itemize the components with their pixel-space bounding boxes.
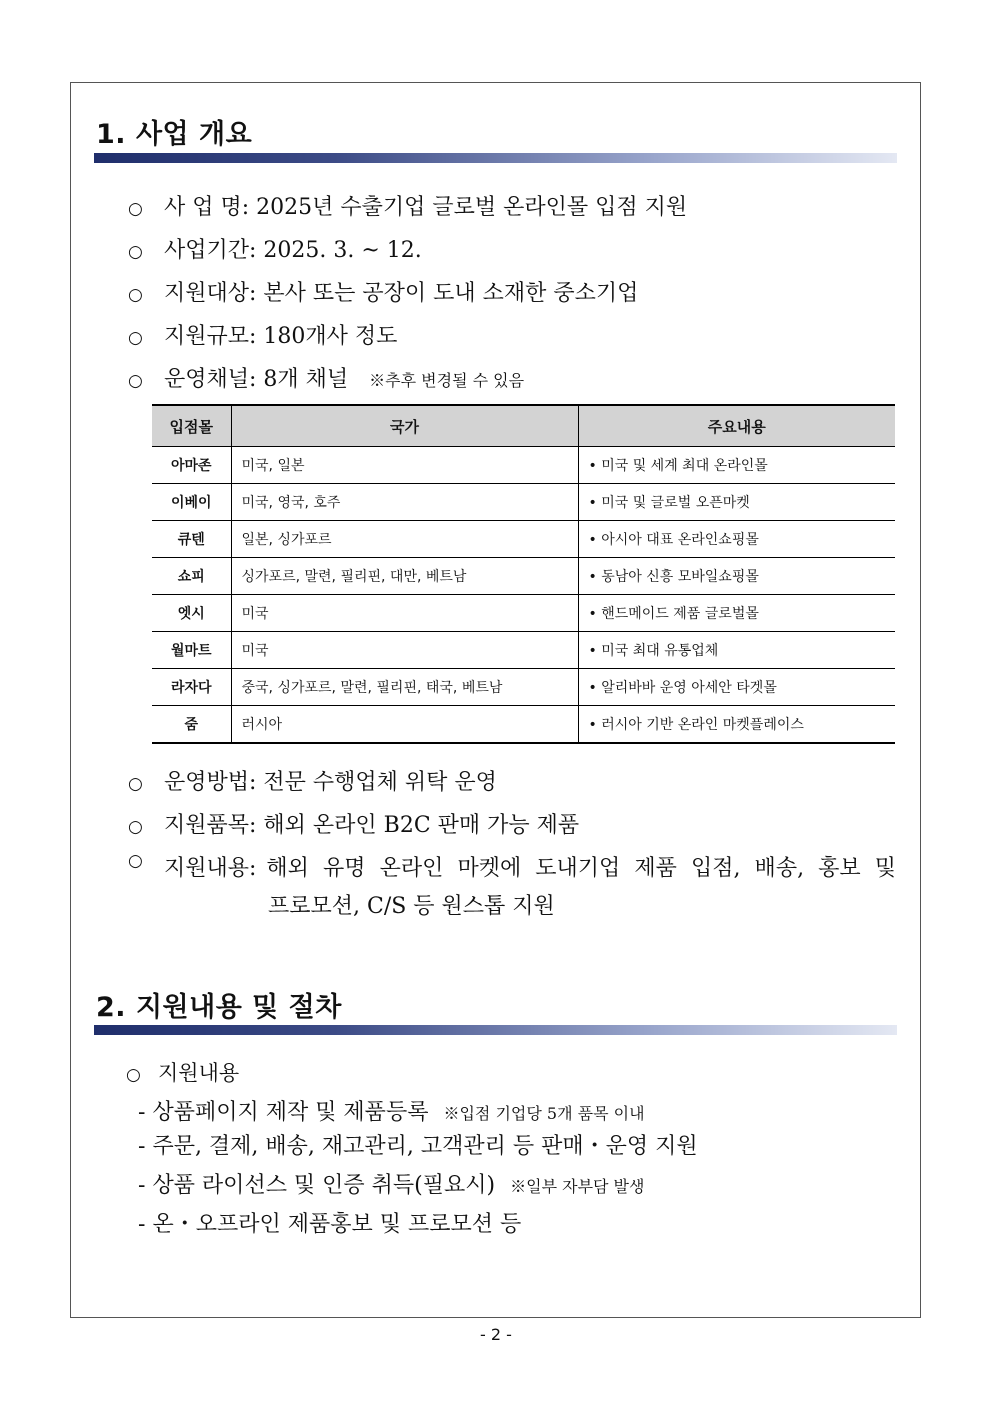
- mall-country: 러시아: [231, 706, 578, 744]
- circle-bullet-icon: ○: [128, 285, 143, 305]
- mall-country: 중국, 싱가포르, 말련, 필리핀, 태국, 베트남: [231, 669, 578, 706]
- item-label: 운영방법:: [164, 770, 257, 795]
- item-value: 해외 온라인 B2C 판매 가능 제품: [263, 813, 580, 838]
- overview-item-period: [128, 233, 422, 264]
- overview-item-method: [128, 765, 497, 796]
- item-label: 지원품목:: [164, 813, 257, 838]
- mall-description: • 아시아 대표 온라인쇼핑몰: [578, 521, 895, 558]
- overview-item-scale: [128, 319, 397, 350]
- table-row: [152, 595, 895, 632]
- overview-item-products: [128, 808, 579, 839]
- dash-item-text: 상품페이지 제작 및 제품등록: [152, 1100, 429, 1125]
- mall-description: • 핸드메이드 제품 글로벌몰: [578, 595, 895, 632]
- table-row: [152, 706, 895, 744]
- dash-item-text: 상품 라이선스 및 인증 취득(필요시): [152, 1173, 496, 1198]
- mall-name: 엣시: [152, 595, 231, 632]
- dash-item: [138, 1095, 645, 1126]
- table-header-row: [152, 405, 895, 447]
- mall-country: 미국, 일본: [231, 447, 578, 484]
- item-value: 2025. 3. ~ 12.: [263, 238, 422, 263]
- mall-name: 줌: [152, 706, 231, 744]
- mall-description: • 미국 및 세계 최대 온라인몰: [578, 447, 895, 484]
- item-value: 본사 또는 공장이 도내 소재한 중소기업: [263, 281, 639, 306]
- mall-description: • 미국 최대 유통업체: [578, 632, 895, 669]
- dash-item-note: ※일부 자부담 발생: [510, 1177, 645, 1196]
- item-label: 사업기간:: [164, 238, 257, 263]
- item-value: 2025년 수출기업 글로벌 온라인몰 입점 지원: [256, 195, 688, 220]
- mall-name: 큐텐: [152, 521, 231, 558]
- overview-item-support: [128, 851, 896, 882]
- mall-description: • 동남아 신흥 모바일쇼핑몰: [578, 558, 895, 595]
- mall-country: 싱가포르, 말련, 필리핀, 대만, 베트남: [231, 558, 578, 595]
- dash-item: [138, 1168, 644, 1199]
- item-note: ※추후 변경될 수 있음: [369, 371, 525, 390]
- dash-icon: -: [138, 1212, 146, 1237]
- section1-title-bar: [94, 153, 897, 163]
- overview-item-name: [128, 190, 687, 221]
- header-country: 국가: [231, 405, 578, 447]
- support-continuation: 프로모션, C/S 등 원스톱 지원: [268, 894, 555, 919]
- circle-bullet-icon: ○: [128, 199, 143, 219]
- dash-item: [138, 1129, 698, 1160]
- subheading-label: 지원내용: [158, 1061, 240, 1085]
- mall-description: • 미국 및 글로벌 오픈마켓: [578, 484, 895, 521]
- page-number: - 2 -: [480, 1325, 512, 1344]
- circle-bullet-icon: ○: [128, 817, 143, 837]
- item-value: 전문 수행업체 위탁 운영: [263, 770, 497, 795]
- header-description: 주요내용: [578, 405, 895, 447]
- mall-name: 이베이: [152, 484, 231, 521]
- section2-title-bar: [94, 1025, 897, 1035]
- mall-country: 일본, 싱가포르: [231, 521, 578, 558]
- dash-item-text: 온・오프라인 제품홍보 및 프로모션 등: [152, 1212, 522, 1237]
- section2-title: 2. 지원내용 및 절차: [96, 992, 342, 1023]
- dash-item-text: 주문, 결제, 배송, 재고관리, 고객관리 등 판매・운영 지원: [152, 1134, 698, 1159]
- mall-name: 월마트: [152, 632, 231, 669]
- table-row: [152, 521, 895, 558]
- dash-icon: -: [138, 1100, 146, 1125]
- table-row: [152, 447, 895, 484]
- item-label: 지원규모:: [164, 324, 257, 349]
- dash-icon: -: [138, 1173, 146, 1198]
- item-value: 해외 유명 온라인 마켓에 도내기업 제품 입점, 배송, 홍보 및: [266, 856, 896, 881]
- table-row: [152, 558, 895, 595]
- item-label: 사 업 명:: [164, 195, 250, 220]
- overview-item-target: [128, 276, 638, 307]
- mall-table: [152, 404, 895, 744]
- mall-country: 미국, 영국, 호주: [231, 484, 578, 521]
- circle-bullet-icon: ○: [126, 1065, 141, 1085]
- circle-bullet-icon: ○: [128, 851, 143, 871]
- overview-item-channels: [128, 362, 524, 393]
- item-label: 지원대상:: [164, 281, 257, 306]
- item-value: 180개사 정도: [263, 324, 398, 349]
- mall-description: • 러시아 기반 온라인 마켓플레이스: [578, 706, 895, 744]
- circle-bullet-icon: ○: [128, 328, 143, 348]
- mall-country: 미국: [231, 632, 578, 669]
- item-value: 8개 채널: [263, 367, 349, 392]
- circle-bullet-icon: ○: [128, 371, 143, 391]
- mall-country: 미국: [231, 595, 578, 632]
- item-label: 운영채널:: [164, 367, 257, 392]
- table-row: [152, 632, 895, 669]
- dash-icon: -: [138, 1134, 146, 1159]
- support-subheading: [126, 1057, 239, 1087]
- circle-bullet-icon: ○: [128, 242, 143, 262]
- mall-name: 라자다: [152, 669, 231, 706]
- circle-bullet-icon: ○: [128, 774, 143, 794]
- mall-name: 아마존: [152, 447, 231, 484]
- mall-name: 쇼피: [152, 558, 231, 595]
- table-row: [152, 669, 895, 706]
- section1-title: 1. 사업 개요: [96, 119, 253, 150]
- mall-description: • 알리바바 운영 아세안 타겟몰: [578, 669, 895, 706]
- dash-item: [138, 1207, 521, 1238]
- table-row: [152, 484, 895, 521]
- item-label: 지원내용:: [164, 856, 257, 881]
- header-mall: 입점몰: [152, 405, 231, 447]
- dash-item-note: ※입점 기업당 5개 품목 이내: [443, 1104, 645, 1123]
